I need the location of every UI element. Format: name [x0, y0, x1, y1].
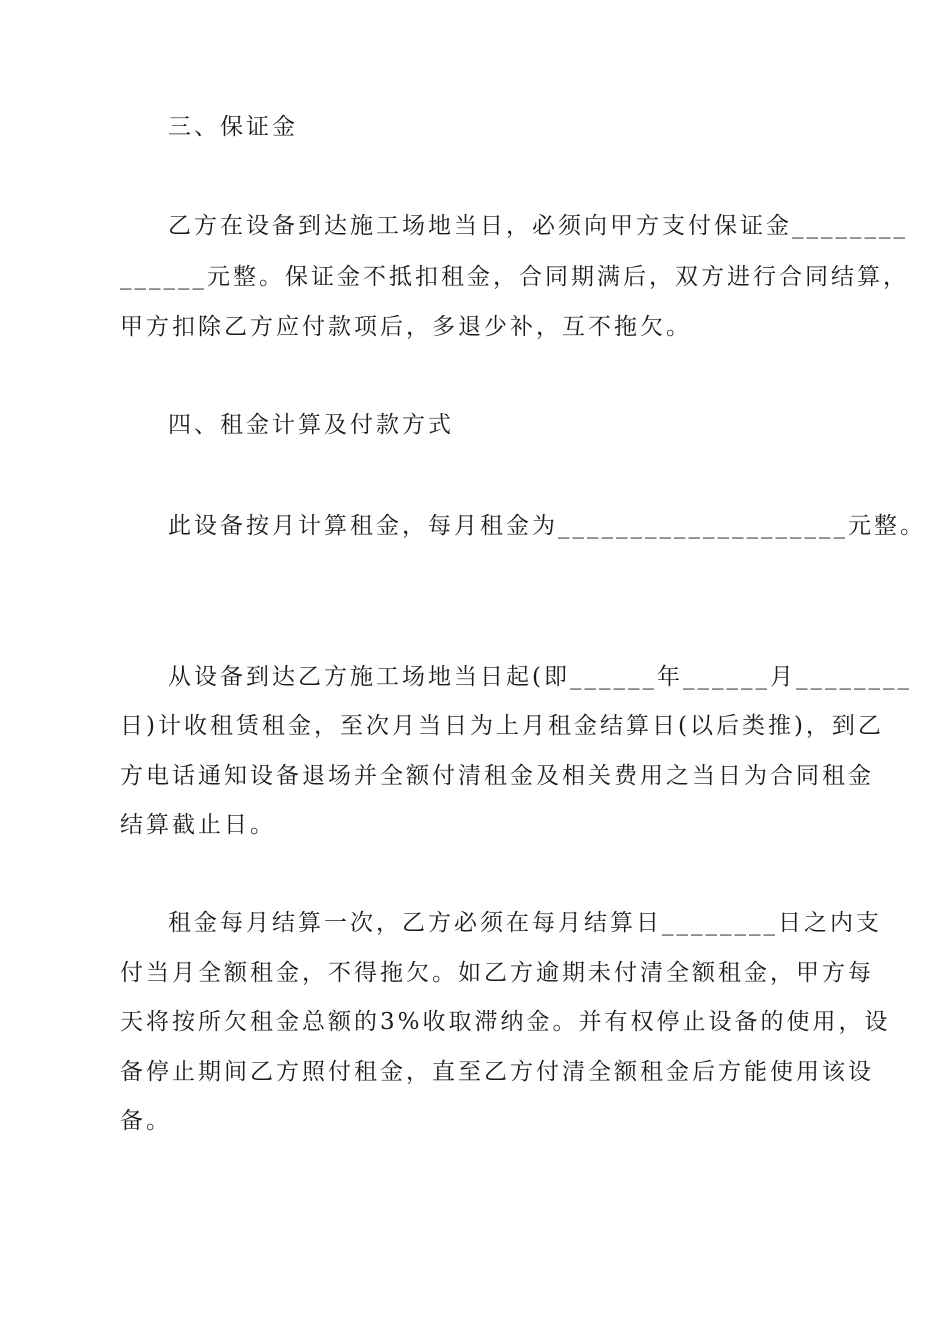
- payment-terms-line-4: 备停止期间乙方照付租金，直至乙方付清全额租金后方能使用该设: [120, 1059, 874, 1085]
- section-3-heading: 三、保证金: [168, 114, 298, 140]
- payment-terms-line-2: 付当月全额租金，不得拖欠。如乙方逾期未付清全额租金，甲方每: [120, 960, 874, 986]
- payment-terms-line-3: 天将按所欠租金总额的3%收取滞纳金。并有权停止设备的使用，设: [120, 1009, 891, 1035]
- section-4-heading: 四、租金计算及付款方式: [168, 412, 454, 438]
- monthly-rent-paragraph: 此设备按月计算租金，每月租金为____________________元整。: [168, 513, 926, 539]
- billing-period-line-1: 从设备到达乙方施工场地当日起(即______年______月________: [168, 664, 912, 690]
- section-3-paragraph-line-1: 乙方在设备到达施工场地当日，必须向甲方支付保证金________: [168, 213, 908, 239]
- billing-period-line-3: 方电话通知设备退场并全额付清租金及相关费用之当日为合同租金: [120, 763, 874, 789]
- section-3-paragraph-line-2: ______元整。保证金不抵扣租金，合同期满后，双方进行合同结算，: [120, 264, 909, 290]
- payment-terms-line-1: 租金每月结算一次，乙方必须在每月结算日________日之内支: [168, 910, 882, 936]
- section-3-paragraph-line-3: 甲方扣除乙方应付款项后，多退少补，互不拖欠。: [120, 314, 692, 340]
- billing-period-line-4: 结算截止日。: [120, 812, 276, 838]
- payment-terms-line-5: 备。: [120, 1108, 172, 1134]
- billing-period-line-2: 日)计收租赁租金，至次月当日为上月租金结算日(以后类推)，到乙: [120, 713, 884, 739]
